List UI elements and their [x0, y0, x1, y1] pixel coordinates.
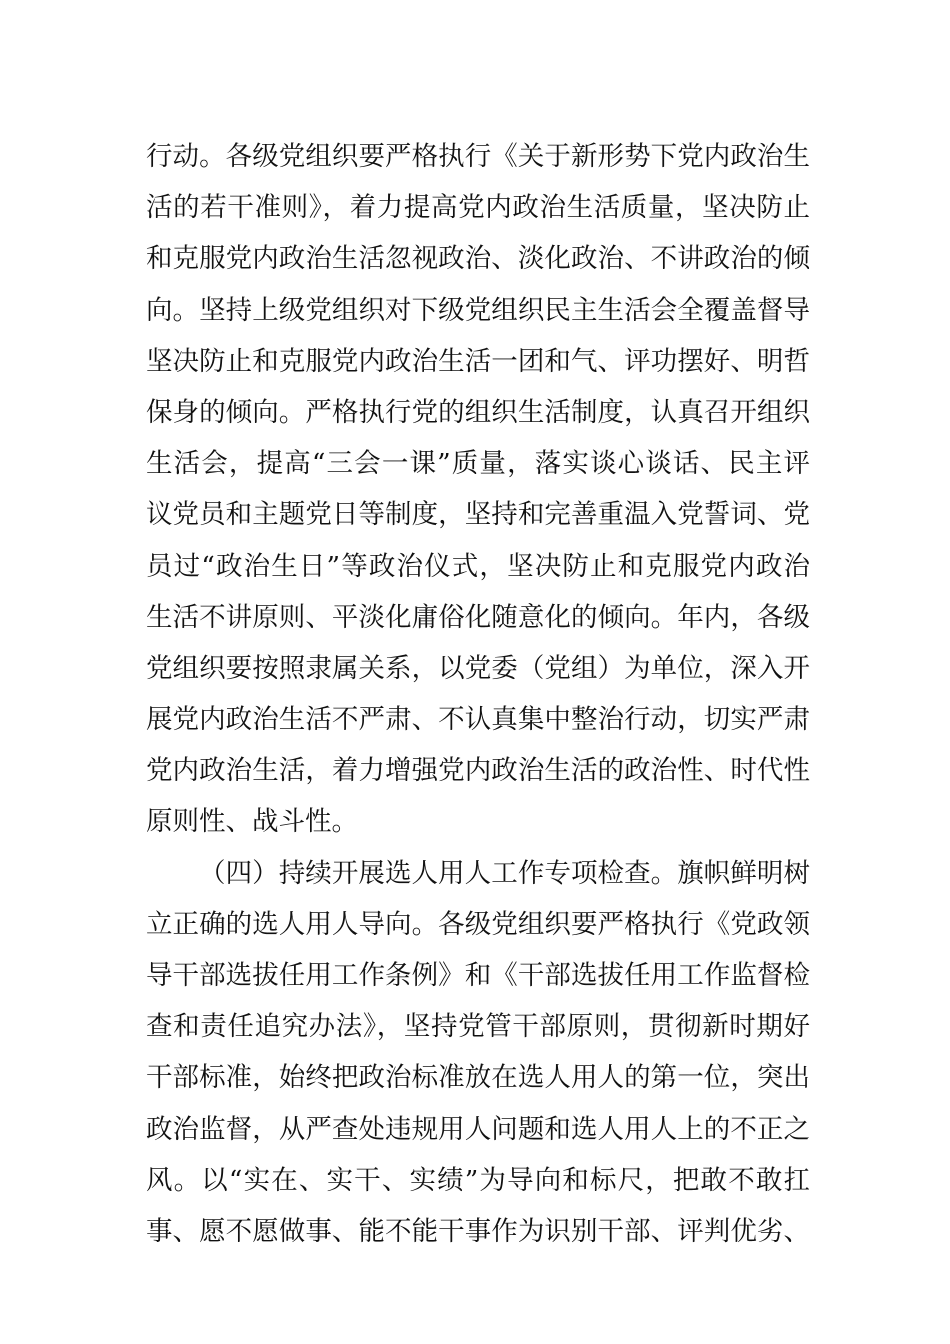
text-line: 保身的倾向。严格执行党的组织生活制度，认真召开组织	[146, 396, 810, 428]
text-line: 活的若干准则》，着力提高党内政治生活质量，坚决防止	[146, 192, 810, 224]
text-line: 导干部选拔任用工作条例》和《干部选拔任用工作监督检	[146, 960, 810, 991]
paragraph-end-line: 原则性、战斗性。	[146, 806, 358, 838]
text-line: 展党内政治生活不严肃、不认真集中整治行动，切实严肃	[146, 704, 810, 736]
text-line: 查和责任追究办法》，坚持党管干部原则，贯彻新时期好	[146, 1011, 810, 1043]
text-line: 议党员和主题党日等制度，坚持和完善重温入党誓词、党	[146, 499, 810, 531]
text-line: 员过“政治生日”等政治仪式，坚决防止和克服党内政治	[146, 550, 810, 582]
text-line: 党内政治生活，着力增强党内政治生活的政治性、时代性	[146, 755, 810, 787]
text-line: 向。坚持上级党组织对下级党组织民主生活会全覆盖督导	[146, 294, 810, 326]
section-heading-line: （四）持续开展选人用人工作专项检查。旗帜鲜明树	[199, 857, 810, 889]
text-line: 行动。各级党组织要严格执行《关于新形势下党内政治生	[146, 141, 810, 172]
body-text	[146, 131, 810, 1257]
text-line: 立正确的选人用人导向。各级党组织要严格执行《党政领	[146, 908, 810, 940]
text-line: 生活不讲原则、平淡化庸俗化随意化的倾向。年内，各级	[146, 601, 810, 633]
text-line: 风。以“实在、实干、实绩”为导向和标尺，把敢不敢扛	[146, 1164, 810, 1196]
text-line: 坚决防止和克服党内政治生活一团和气、评功摆好、明哲	[146, 345, 810, 377]
text-line: 干部标准，始终把政治标准放在选人用人的第一位，突出	[146, 1062, 810, 1094]
text-line: 党组织要按照隶属关系，以党委（党组）为单位，深入开	[146, 652, 810, 684]
text-line: 生活会，提高“三会一课”质量，落实谈心谈话、民主评	[146, 448, 810, 480]
text-line: 事、愿不愿做事、能不能干事作为识别干部、评判优劣、	[146, 1215, 810, 1247]
text-line: 政治监督，从严查处违规用人问题和选人用人上的不正之	[146, 1113, 810, 1145]
text-line: 和克服党内政治生活忽视政治、淡化政治、不讲政治的倾	[146, 243, 810, 275]
